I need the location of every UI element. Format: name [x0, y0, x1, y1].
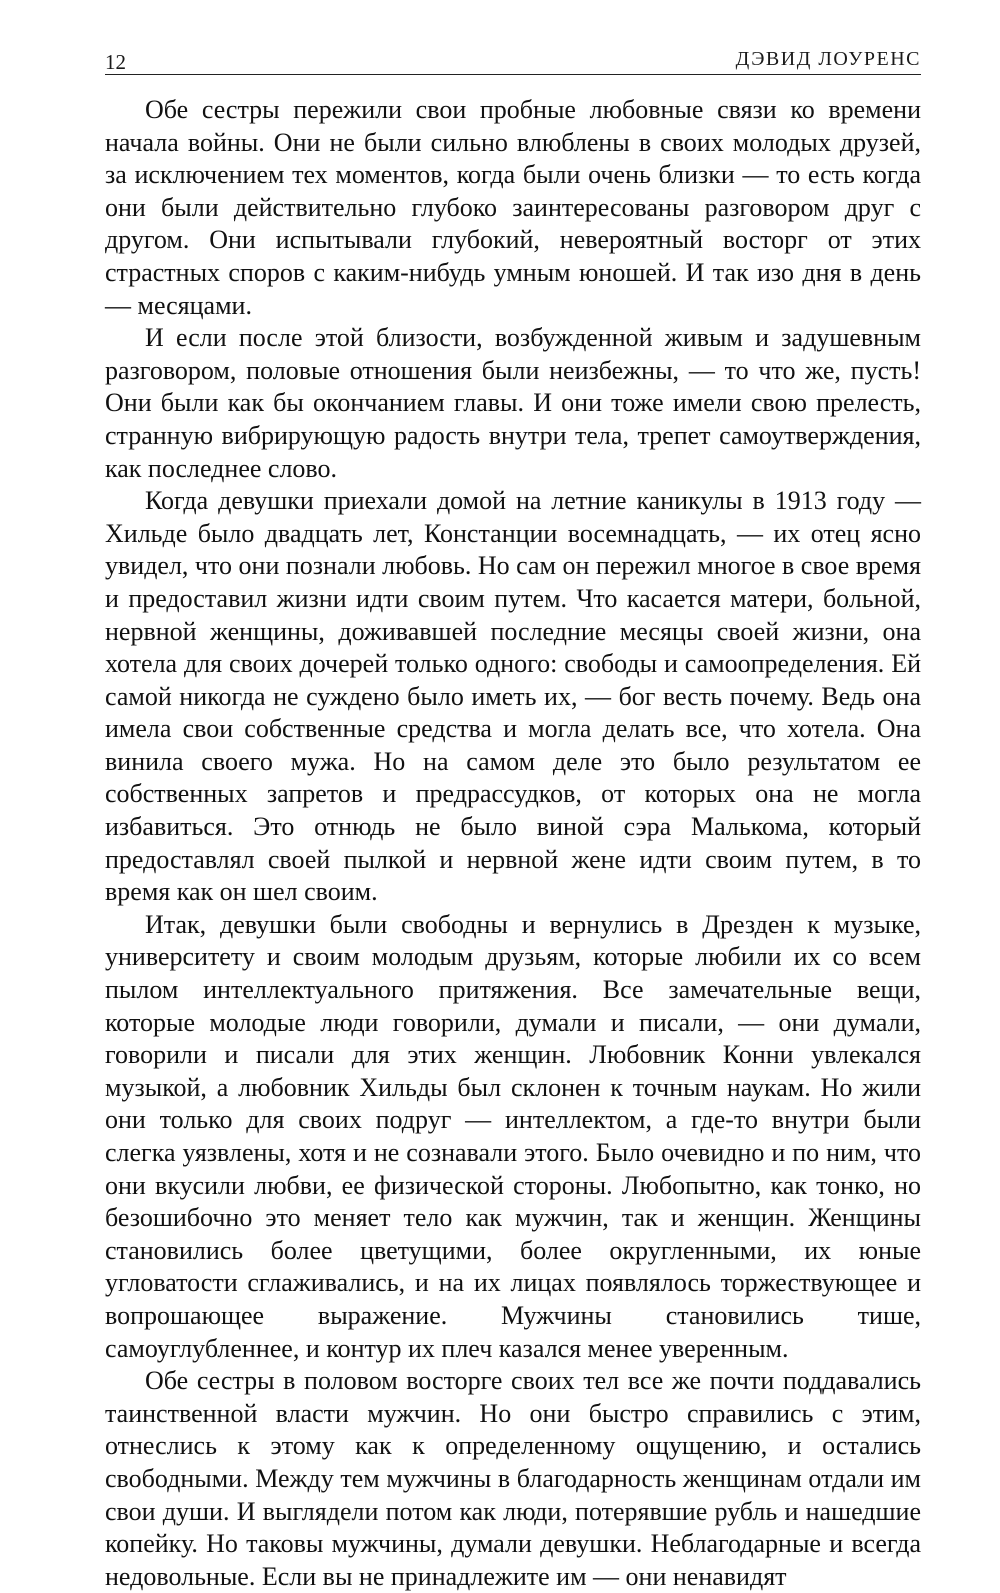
author-name: ДЭВИД ЛОУРЕНС [735, 48, 921, 70]
paragraph: Когда девушки приехали домой на летние каникулы в 1913 году — Хильде было двадцать лет, Констанции восемнадцать, — их отец ясно увидел, что они познали любовь. Но сам он пережил многое в свое время и предоставил жизни идти своим путем. Что касается матери, больной, нервной женщины, доживавшей последние месяцы своей жизни, она хотела для своих дочерей только одного: свободы и самоопределения. Ей самой никогда не суждено было иметь их, — бог весть почему. Ведь она имела свои собственные средства и могла делать все, что хотела. Она винила своего мужа. Но на самом деле это было результатом ее собственных запретов и предрассудков, от которых она не могла избавиться. Это отнюдь не было виной сэра Малькома, который предоставлял своей пылкой и нервной жене идти своим путем, в то время как он шел своим. [105, 486, 922, 907]
page-number: 12 [105, 50, 126, 74]
paragraph: Обе сестры пережили свои пробные любовные связи ко времени начала войны. Они не были сильно влюблены в своих молодых друзей, за исключением тех моментов, когда были очень близки — то есть когда они были действительно глубоко заинтересованы разговором друг с другом. Они испытывали глубокий, невероятный восторг от этих страстных споров с каким-нибудь умным юношей. И так изо дня в день — месяцами. [105, 95, 921, 320]
paragraph: И если после этой близости, возбужденной живым и задушевным разговором, половые отношения были неизбежны, — то что же, пусть! Они были как бы окончанием главы. И они тоже имели свою прелесть, странную вибрирующую радость внутри тела, трепет самоутверждения, как последнее слово. [105, 323, 921, 483]
running-header [105, 44, 921, 75]
body-text [105, 94, 921, 1593]
paragraph: Итак, девушки были свободны и вернулись в Дрезден к музыке, университету и своим молодым друзьям, которые любили их со всем пылом интеллектуального притяжения. Все замечательные вещи, которые молодые люди говорили, думали и писали, — они думали, говорили и писали для этих женщин. Любовник Конни увлекался музыкой, а любовник Хильды был склонен к точным наукам. Но жили они только для своих подруг — интеллектом, а где-то внутри были слегка уязвлены, хотя и не сознавали этого. Было очевидно и по ним, что они вкусили любви, ее физической стороны. Любопытно, как тонко, но безошибочно это меняет тело как мужчин, так и женщин. Женщины становились более цветущими, более округленными, их юные угловатости сглаживались, и на их лицах появлялось торжествующее и вопрошающее выражение. Мужчины становились тише, самоуглубленнее, и контур их плеч казался менее уверенным. [105, 909, 921, 1363]
paragraph: Обе сестры в половом восторге своих тел все же почти поддавались таинственной власти мужчин. Но они быстро справились с этим, отнеслись к этому как к определенному ощущению, и остались свободными. Между тем мужчины в благодарность женщинам отдали им свои души. И выглядели потом как люди, потерявшие рубль и нашедшие копейку. Но таковы мужчины, думали девушки. Неблагодарные и всегда недовольные. Если вы не принадлежите им — они ненавидят [105, 1366, 921, 1591]
